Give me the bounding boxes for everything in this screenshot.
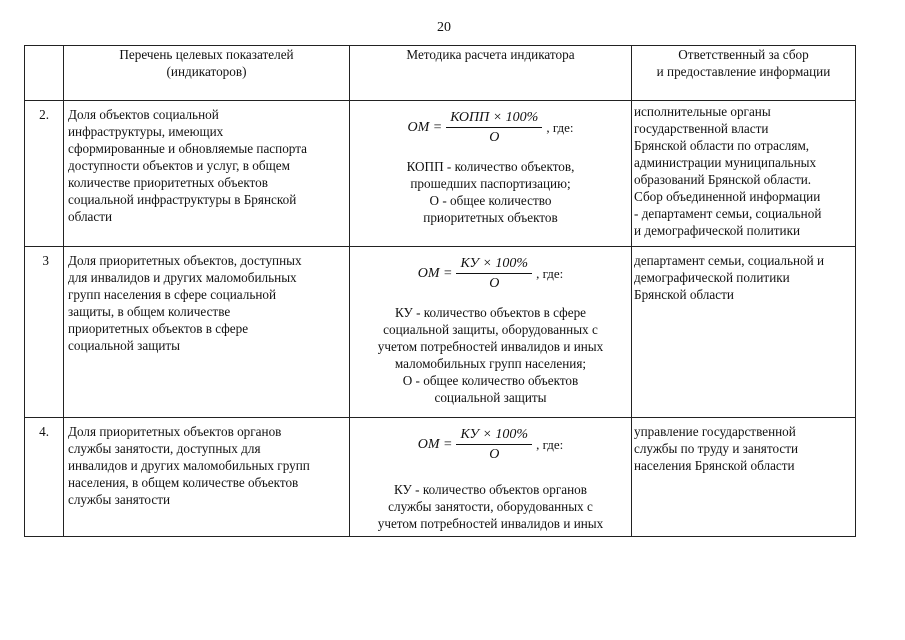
formula-lhs: ОМ = [417, 437, 453, 452]
indicator-line: населения, в общем количестве объектов [68, 475, 299, 490]
responsible-line: демографической политики [634, 270, 790, 285]
indicator-line: области [68, 209, 113, 224]
header-indicators-line: (индикаторов) [166, 64, 247, 79]
indicator-line: Доля объектов социальной [68, 107, 219, 122]
table-header-row [25, 46, 856, 101]
method-description-line: КУ - количество объектов органов [393, 482, 588, 497]
table-row [25, 418, 856, 537]
responsible-line: государственной власти [634, 121, 769, 136]
row-number-cell [25, 418, 64, 537]
header-responsible [632, 46, 856, 101]
indicator-line: защиты, в общем количестве [68, 304, 231, 319]
row-number-cell [25, 101, 64, 247]
formula-lhs: ОМ = [407, 120, 443, 135]
responsible-line: и демографической политики [634, 223, 801, 238]
method-cell [350, 418, 632, 537]
indicator-cell [64, 101, 350, 247]
method-description-line: КУ - количество объектов в сфере [394, 305, 587, 320]
table-row [25, 247, 856, 418]
page-number: 20 [437, 20, 451, 35]
responsible-line: Брянской области по отраслям, [634, 138, 810, 153]
formula [350, 101, 631, 146]
responsible-line: департамент семьи, социальной и [634, 253, 825, 268]
method-description-line: учетом потребностей инвалидов и иных [377, 339, 604, 354]
formula-numerator: КОПП × 100% [446, 109, 542, 128]
responsible-cell [632, 247, 856, 418]
responsible-cell [632, 418, 856, 537]
responsible-line: Сбор объединенной информации [634, 189, 821, 204]
responsible-line: службы по труду и занятости [634, 441, 799, 456]
responsible-line: Брянской области [634, 287, 734, 302]
method-description-line: службы занятости, оборудованных с [388, 499, 593, 514]
indicator-line: сформированные и обновляемые паспорта [68, 141, 307, 156]
method-description-line: О - общее количество [429, 193, 552, 208]
row-number: 2. [39, 107, 49, 122]
method-cell [350, 101, 632, 247]
method-description-line: КОПП - количество объектов, [406, 159, 575, 174]
row-number-cell [25, 247, 64, 418]
method-description-line: маломобильных групп населения; [394, 356, 587, 371]
header-responsible-line: и предоставление информации [656, 64, 831, 79]
method-description-line: социальной защиты, оборудованных с [383, 322, 598, 337]
indicator-line: службы занятости [68, 492, 171, 507]
formula-lhs: ОМ = [417, 266, 453, 281]
formula-tail: , где: [536, 437, 564, 452]
formula-denominator: О [489, 130, 500, 145]
method-description-line: социальной защиты [434, 390, 547, 405]
indicator-line: службы занятости, доступных для [68, 441, 261, 456]
header-method-text: Методика расчета индикатора [406, 47, 575, 62]
method-description-line: прошедших паспортизацию; [410, 176, 571, 191]
indicator-line: групп населения в сфере социальной [68, 287, 277, 302]
responsible-cell [632, 101, 856, 247]
indicator-line: инфраструктуры, имеющих [68, 124, 224, 139]
indicator-line: Доля приоритетных объектов, доступных [68, 253, 302, 268]
responsible-line: образований Брянской области. [634, 172, 812, 187]
formula [350, 418, 631, 463]
responsible-line: администрации муниципальных [634, 155, 817, 170]
indicator-line: доступности объектов и услуг, в общем [68, 158, 290, 173]
indicator-line: для инвалидов и других маломобильных [68, 270, 297, 285]
indicator-line: социальной инфраструктуры в Брянской [68, 192, 297, 207]
header-indicators-line: Перечень целевых показателей [119, 47, 294, 62]
method-cell [350, 247, 632, 418]
indicator-cell [64, 247, 350, 418]
formula-tail: , где: [536, 266, 564, 281]
method-description-line: приоритетных объектов [423, 210, 558, 225]
row-number: 3 [42, 253, 49, 268]
formula-numerator: КУ × 100% [456, 255, 532, 274]
responsible-line: управление государственной [634, 424, 796, 439]
row-number: 4. [39, 424, 49, 439]
method-description-line: учетом потребностей инвалидов и иных [377, 516, 604, 531]
header-indicators [64, 46, 350, 101]
indicator-line: количестве приоритетных объектов [68, 175, 268, 190]
header-responsible-line: Ответственный за сбор [678, 47, 809, 62]
formula [350, 247, 631, 292]
formula-denominator: О [489, 447, 500, 462]
responsible-line: населения Брянской области [634, 458, 795, 473]
indicator-line: Доля приоритетных объектов органов [68, 424, 282, 439]
responsible-line: исполнительные органы [634, 104, 771, 119]
indicator-line: приоритетных объектов в сфере [68, 321, 249, 336]
formula-tail: , где: [546, 120, 574, 135]
responsible-line: - департамент семьи, социальной [634, 206, 822, 221]
formula-denominator: О [489, 276, 500, 291]
indicator-cell [64, 418, 350, 537]
header-method [350, 46, 632, 101]
indicators-table [24, 45, 856, 537]
formula-numerator: КУ × 100% [456, 426, 532, 445]
header-num-cell [25, 46, 64, 101]
indicator-line: инвалидов и других маломобильных групп [68, 458, 310, 473]
indicator-line: социальной защиты [68, 338, 181, 353]
table-row [25, 101, 856, 247]
method-description-line: О - общее количество объектов [402, 373, 579, 388]
